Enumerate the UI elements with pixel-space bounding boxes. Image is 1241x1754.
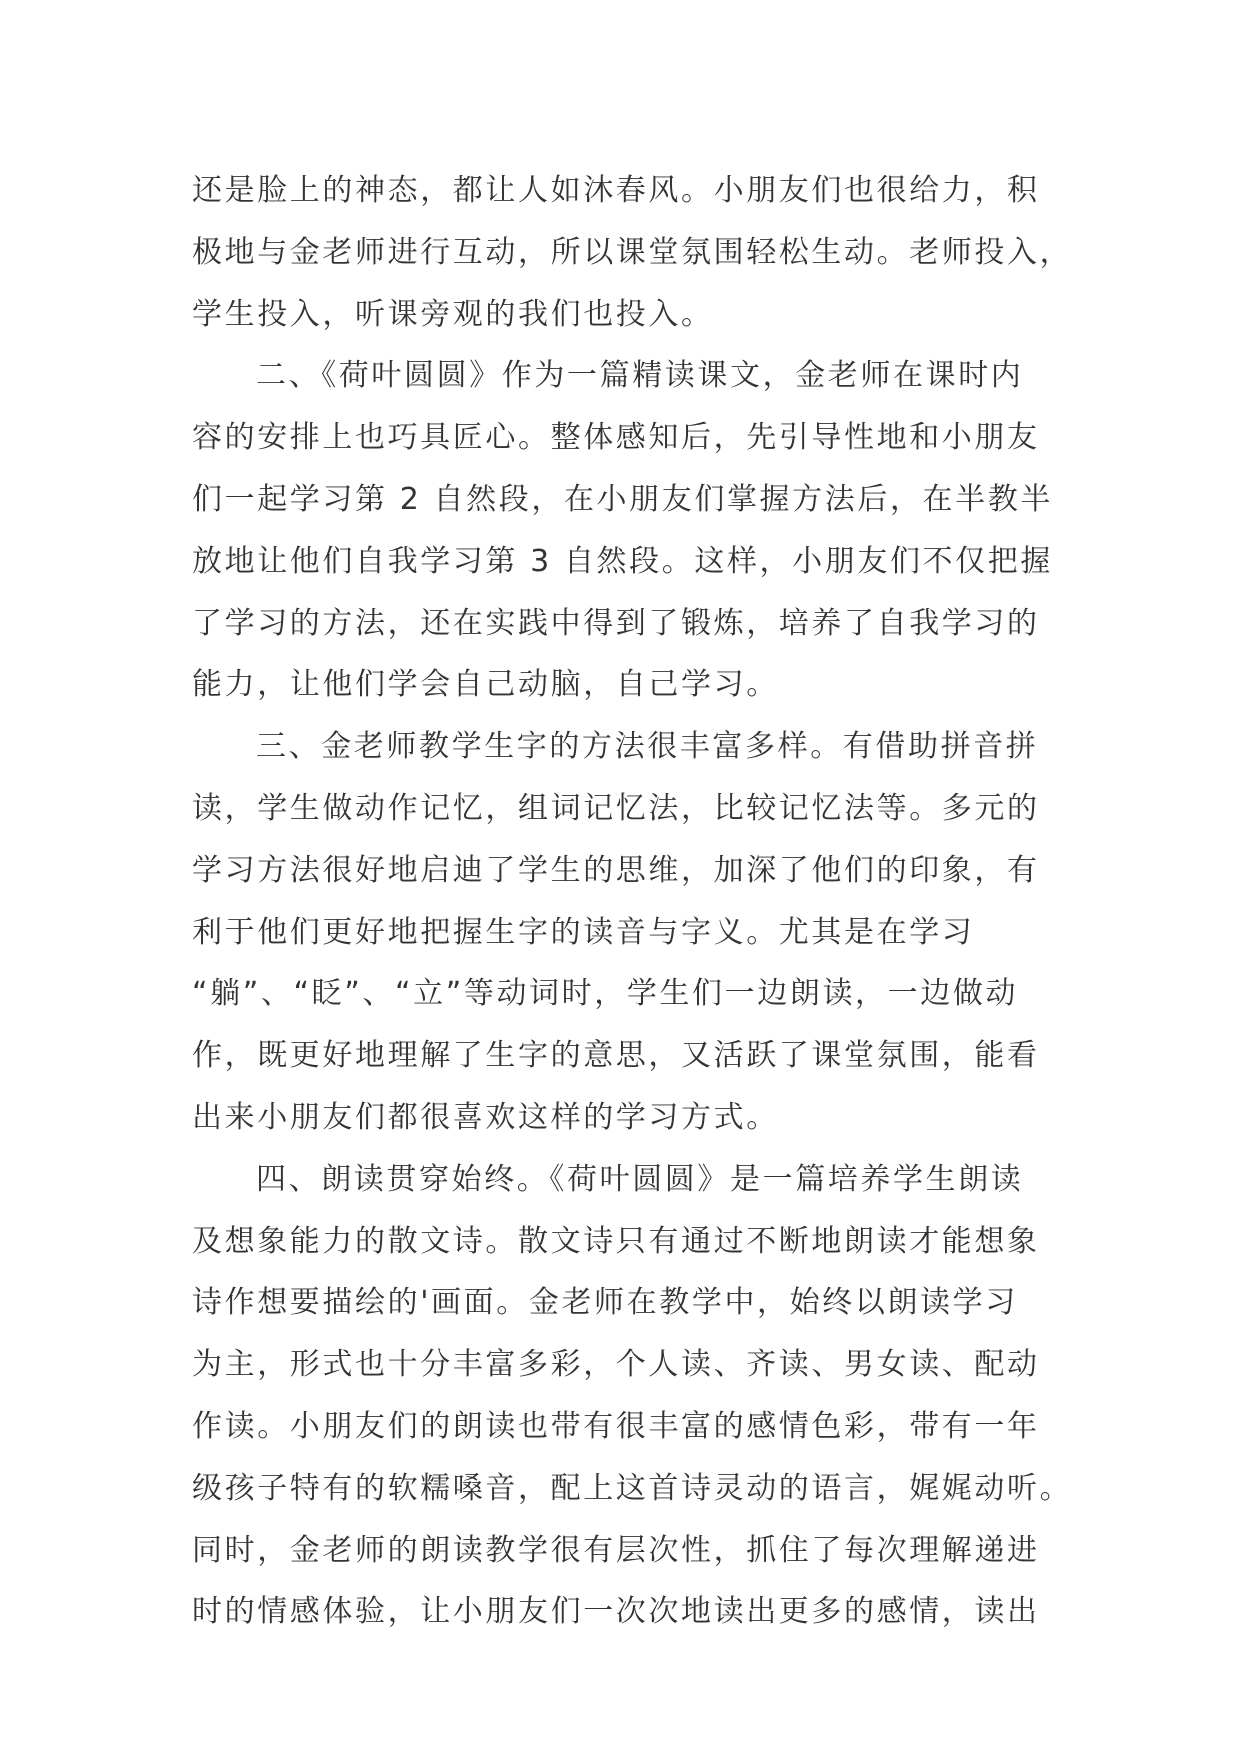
text-line: 时的情感体验，让小朋友们一次次地读出更多的感情，读出 <box>192 1594 1040 1630</box>
text-line: 作，既更好地理解了生字的意思，又活跃了课堂氛围，能看 <box>192 1038 1040 1074</box>
text-line: 还是脸上的神态，都让人如沐春风。小朋友们也很给力，积 <box>192 173 1040 208</box>
text-line: 了学习的方法，还在实践中得到了锻炼，培养了自我学习的 <box>192 605 1040 641</box>
text-line: 读，学生做动作记忆，组词记忆法，比较记忆法等。多元的 <box>192 790 1040 826</box>
text-line: 容的安排上也巧具匠心。整体感知后，先引导性地和小朋友 <box>192 420 1040 456</box>
text-line: 学习方法很好地启迪了学生的思维，加深了他们的印象，有 <box>192 852 1040 888</box>
paragraph-point-four <box>192 1149 1073 1643</box>
text-line: 级孩子特有的软糯嗓音，配上这首诗灵动的语言，娓娓动听。 <box>192 1470 1073 1506</box>
text-line: 同时，金老师的朗读教学很有层次性，抓住了每次理解递进 <box>192 1532 1040 1568</box>
text-line: 诗作想要描绘的'画面。金老师在教学中，始终以朗读学习 <box>192 1285 1018 1321</box>
text-line: 极地与金老师进行互动，所以课堂氛围轻松生动。老师投入， <box>192 234 1073 270</box>
text-line: 四、朗读贯穿始终。《荷叶圆圆》是一篇培养学生朗读 <box>256 1161 1024 1197</box>
text-line: 作读。小朋友们的朗读也带有很丰富的感情色彩，带有一年 <box>192 1408 1040 1444</box>
text-line: 为主，形式也十分丰富多彩，个人读、齐读、男女读、配动 <box>192 1347 1040 1383</box>
paragraph-point-two <box>192 345 1052 716</box>
text-line: 们一起学习第 2 自然段，在小朋友们掌握方法后，在半教半 <box>192 481 1053 517</box>
text-line: 利于他们更好地把握生字的读音与字义。尤其是在学习 <box>192 914 975 950</box>
paragraph-intro-continued <box>192 160 1073 345</box>
text-line: “躺”、“眨”、“立”等动词时，学生们一边朗读，一边做动 <box>192 976 1019 1012</box>
text-line: 放地让他们自我学习第 3 自然段。这样，小朋友们不仅把握 <box>192 543 1053 579</box>
text-line: 学生投入，听课旁观的我们也投入。 <box>192 296 714 332</box>
text-line: 三、金老师教学生字的方法很丰富多样。有借助拼音拼 <box>256 729 1039 765</box>
text-line: 及想象能力的散文诗。散文诗只有通过不断地朗读才能想象 <box>192 1223 1040 1259</box>
text-line: 出来小朋友们都很喜欢这样的学习方式。 <box>192 1099 779 1135</box>
text-line: 二、《荷叶圆圆》作为一篇精读课文，金老师在课时内 <box>256 358 1024 394</box>
text-line: 能力，让他们学会自己动脑，自己学习。 <box>192 667 779 703</box>
paragraph-point-three <box>192 716 1052 1149</box>
document-body <box>192 160 1073 1643</box>
